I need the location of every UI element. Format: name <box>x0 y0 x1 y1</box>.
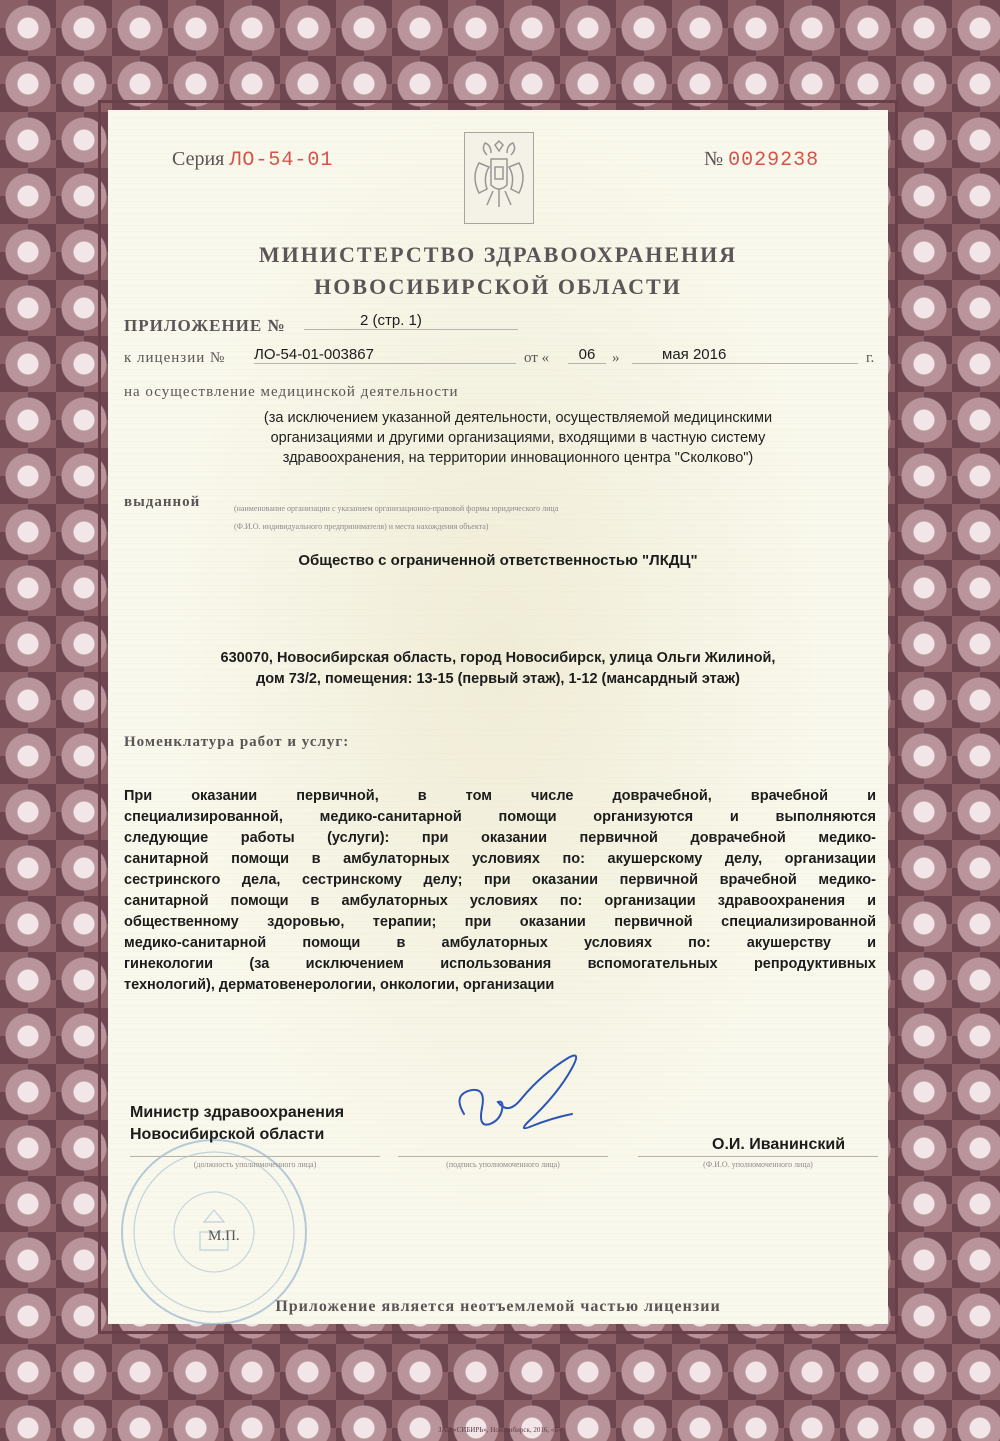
appendix-value: 2 (стр. 1) <box>304 312 518 330</box>
nomenclature-text <box>124 786 876 996</box>
address-line: 630070, Новосибирская область, город Новосибирск, улица Ольги Жилиной, <box>220 650 776 666</box>
nomenclature-line: технологий), дерматовенерологии, онкологии, организации <box>124 977 555 993</box>
nomenclature-line: гинекологии (за исключением использования вспомогательных репродуктивных <box>124 956 876 972</box>
license-month-year: мая 2016 <box>632 346 858 364</box>
appendix-label: ПРИЛОЖЕНИЕ № <box>124 316 286 335</box>
issued-hint-line: (Ф.И.О. индивидуального предпринимателя) и места нахождения объекта) <box>234 522 489 531</box>
activity-label: на осуществление медицинской деятельности <box>124 384 459 400</box>
handwritten-signature-icon <box>434 1054 604 1154</box>
license-from-label: от « <box>524 350 550 366</box>
double-headed-eagle-icon <box>465 133 533 223</box>
nomenclature-line: специализированной, медико-санитарной помощи организуются и выполняются <box>124 809 876 825</box>
activity-note-line: здравоохранения, на территории инновационного центра "Сколково") <box>282 450 754 466</box>
license-day: 06 <box>568 346 606 364</box>
issued-hint-line: (наименование организации с указанием организационно-правовой формы юридического лица <box>234 504 559 513</box>
name-caption: (Ф.И.О. уполномоченного лица) <box>638 1156 878 1169</box>
license-day-close: » <box>612 350 620 366</box>
series-label: Серия <box>172 148 225 170</box>
organization-address <box>108 648 888 690</box>
nomenclature-line: При оказании первичной, в том числе доврачебной, врачебной и <box>124 788 876 804</box>
document-paper <box>108 110 888 1324</box>
activity-note <box>168 408 868 468</box>
issued-label: выданной <box>124 494 201 510</box>
stamp-place-label: М.П. <box>208 1228 240 1244</box>
nomenclature-line: санитарной помощи в амбулаторных условиях по: организации здравоохранения и <box>124 893 876 909</box>
nomenclature-label: Номенклатура работ и услуг: <box>124 734 350 750</box>
nomenclature-line: медико-санитарной помощи в амбулаторных условиях по: акушерству и <box>124 935 876 951</box>
printer-imprint: ЗАО «СИБИРЬ», Новосибирск, 2016, «Б» <box>438 1426 562 1434</box>
position-line: Министр здравоохранения <box>130 1104 345 1121</box>
position-caption: (должность уполномоченного лица) <box>130 1156 380 1169</box>
license-label: к лицензии № <box>124 350 226 366</box>
signature-caption: (подпись уполномоченного лица) <box>398 1156 608 1169</box>
license-number: ЛО-54-01-003867 <box>254 346 516 364</box>
signature-scribble-icon <box>434 1054 604 1154</box>
address-line: дом 73/2, помещения: 13-15 (первый этаж), 1-12 (мансардный этаж) <box>256 671 740 687</box>
integral-note: Приложение является неотъемлемой частью лицензии <box>275 1298 721 1315</box>
activity-note-line: (за исключением указанной деятельности, осуществляемой медицинскими <box>263 410 773 426</box>
coat-of-arms-icon <box>464 132 534 224</box>
series-value: ЛО-54-01 <box>229 149 334 172</box>
issued-hint <box>234 500 874 536</box>
signatory-position <box>130 1102 344 1146</box>
license-year-suffix: г. <box>866 350 875 366</box>
series-row <box>172 148 333 172</box>
nomenclature-line: общественному здоровью, терапии; при оказании первичной специализированной <box>124 914 876 930</box>
number-value: 0029238 <box>728 149 820 172</box>
organization-name: Общество с ограниченной ответственностью "ЛКДЦ" <box>298 552 698 569</box>
nomenclature-line: следующие работы (услуги): при оказании первичной доврачебной медико- <box>124 830 876 846</box>
number-row <box>704 148 819 172</box>
signatory-name: О.И. Иванинский <box>712 1136 846 1153</box>
ministry-title-line1: МИНИСТЕРСТВО ЗДРАВООХРАНЕНИЯ <box>258 242 738 267</box>
activity-note-line: организациями и другими организациями, входящими в частную систему <box>270 430 766 446</box>
nomenclature-line: сестринского дела, сестринскому делу; при оказании первичной врачебной медико- <box>124 872 876 888</box>
number-label: № <box>704 148 724 170</box>
ministry-title-line2: НОВОСИБИРСКОЙ ОБЛАСТИ <box>314 274 682 299</box>
nomenclature-line: санитарной помощи в амбулаторных условиях по: акушерскому делу, организации <box>124 851 876 867</box>
position-line: Новосибирской области <box>130 1126 325 1143</box>
